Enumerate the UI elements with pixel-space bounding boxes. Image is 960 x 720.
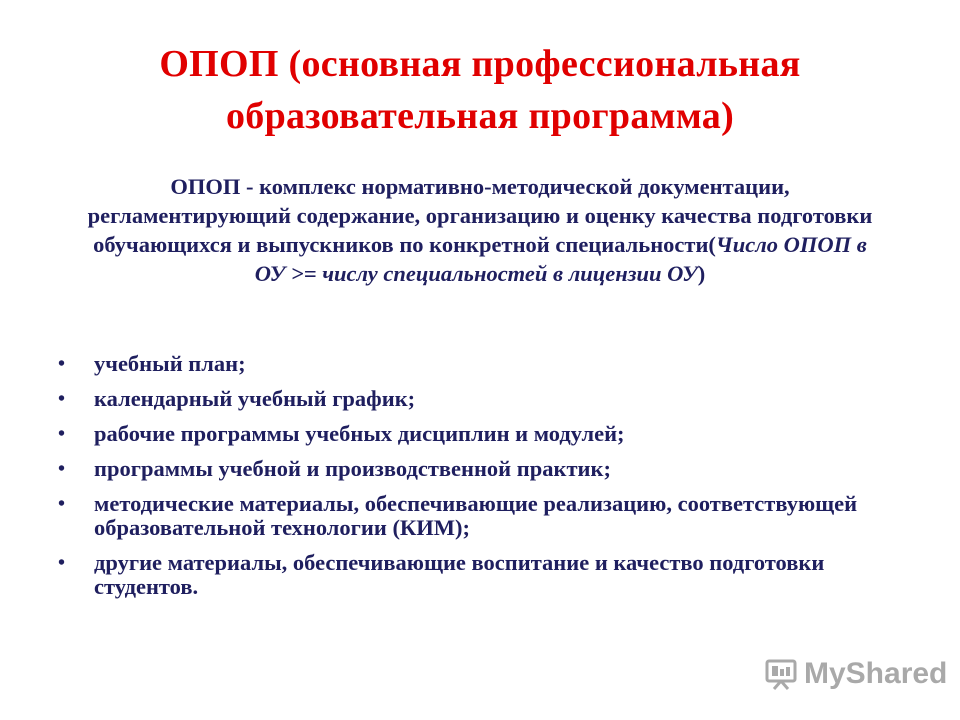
intro-paragraph [85,172,875,288]
bullet-icon: • [58,353,66,375]
slide-title: ОПОП (основная профессиональная образовательная программа) [159,43,801,137]
bullet-icon: • [58,493,66,515]
list-item [56,422,916,446]
presentation-board-icon [764,657,798,691]
intro-italic-note: Число ОПОП в ОУ >= числу специальностей в лицензии ОУ [254,232,867,286]
watermark-logo [764,654,948,694]
list-item [56,457,916,481]
list-item-text: методические материалы, обеспечивающие реализацию, соответствующей образовательной технологии (КИМ); [94,491,858,540]
list-item-text: рабочие программы учебных дисциплин и модулей; [94,421,625,446]
list-item [56,387,916,411]
watermark-text: MyShared [804,657,948,690]
intro-text: ОПОП - комплекс нормативно-методической документации, регламентирующий содержание, организацию и оценку качества подготовки обучающихся и выпускников по конкретной специальности( [87,174,873,257]
list-item-text: программы учебной и производственной практик; [94,456,611,481]
bullet-icon: • [58,458,66,480]
bullet-icon: • [58,552,66,574]
bullet-list [56,352,916,610]
list-item [56,551,916,599]
list-item [56,492,916,540]
list-item-text: учебный план; [94,351,246,376]
list-item-text: другие материалы, обеспечивающие воспитание и качество подготовки студентов. [94,550,825,599]
list-item-text: календарный учебный график; [94,386,416,411]
bullet-icon: • [58,388,66,410]
bullet-icon: • [58,423,66,445]
intro-close-paren: ) [697,261,706,286]
list-item [56,352,916,376]
